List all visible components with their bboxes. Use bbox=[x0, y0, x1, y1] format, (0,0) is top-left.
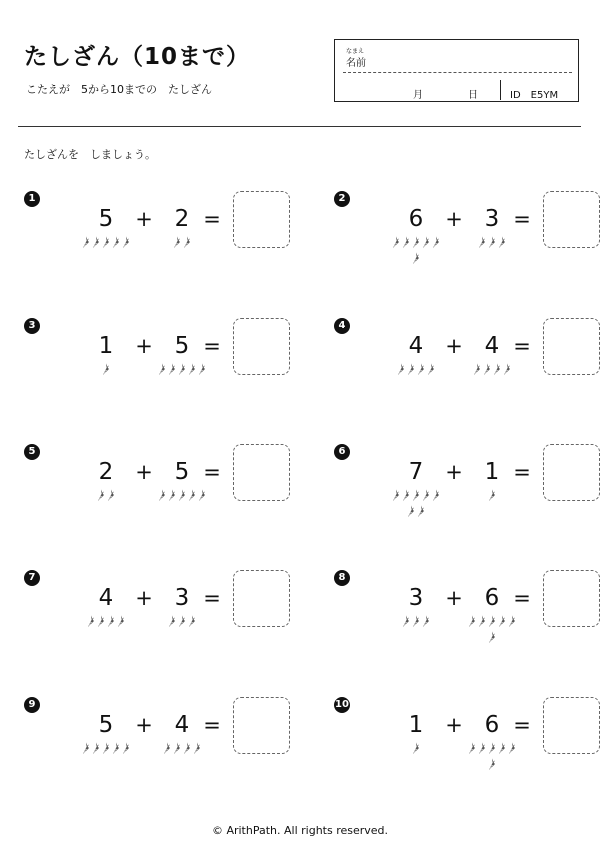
plus-sign: + bbox=[135, 207, 153, 231]
carrot-icon bbox=[487, 234, 497, 248]
carrot-icon bbox=[157, 361, 167, 375]
carrot-icon bbox=[177, 613, 187, 627]
answer-box[interactable] bbox=[233, 191, 290, 248]
carrot-icon bbox=[187, 361, 197, 375]
first-addend: 5 bbox=[98, 712, 114, 738]
carrot-counters bbox=[469, 361, 515, 375]
carrot-counters bbox=[154, 487, 211, 501]
copyright: © ArithPath. All rights reserved. bbox=[211, 824, 389, 837]
carrot-counters bbox=[393, 361, 439, 375]
carrot-icon bbox=[421, 234, 431, 248]
carrot-icon bbox=[177, 361, 187, 375]
equals-sign: = bbox=[513, 207, 531, 231]
carrot-counters bbox=[390, 234, 442, 264]
equals-sign: = bbox=[203, 586, 221, 610]
carrot-icon bbox=[487, 613, 497, 627]
carrot-counters bbox=[165, 613, 200, 627]
carrot-counters bbox=[83, 613, 129, 627]
equals-sign: = bbox=[513, 713, 531, 737]
problem-number: 5 bbox=[24, 444, 40, 460]
second-addend: 3 bbox=[174, 585, 190, 611]
carrot-icon bbox=[391, 234, 401, 248]
problem-2 bbox=[334, 191, 600, 291]
first-addend: 4 bbox=[98, 585, 114, 611]
carrot-icon bbox=[497, 740, 507, 754]
page-subtitle: こたえが 5から10までの たしざん bbox=[26, 83, 212, 96]
second-addend: 5 bbox=[174, 333, 190, 359]
problem-10 bbox=[334, 697, 600, 797]
carrot-icon bbox=[502, 361, 512, 375]
carrot-icon bbox=[406, 361, 416, 375]
carrot-icon bbox=[487, 487, 497, 501]
carrot-icon bbox=[477, 234, 487, 248]
carrot-icon bbox=[401, 234, 411, 248]
name-line bbox=[343, 72, 572, 73]
carrot-counters bbox=[466, 613, 518, 643]
carrot-icon bbox=[116, 613, 126, 627]
second-addend: 2 bbox=[174, 206, 190, 232]
carrot-icon bbox=[91, 234, 101, 248]
carrot-counters bbox=[78, 234, 135, 248]
worksheet-id: ID E5YM bbox=[510, 90, 559, 101]
name-label: 名前 bbox=[346, 58, 366, 69]
carrot-icon bbox=[172, 740, 182, 754]
problem-6 bbox=[334, 444, 600, 544]
problem-7 bbox=[24, 570, 314, 670]
answer-box[interactable] bbox=[543, 570, 600, 627]
carrot-icon bbox=[467, 613, 477, 627]
instruction: たしざんを しましょう。 bbox=[24, 148, 156, 161]
problem-number: 10 bbox=[334, 697, 350, 713]
equals-sign: = bbox=[203, 713, 221, 737]
first-addend: 1 bbox=[408, 712, 424, 738]
equals-sign: = bbox=[513, 586, 531, 610]
carrot-counters bbox=[486, 487, 499, 501]
equals-sign: = bbox=[203, 334, 221, 358]
carrot-icon bbox=[396, 361, 406, 375]
equals-sign: = bbox=[513, 460, 531, 484]
carrot-icon bbox=[431, 234, 441, 248]
first-addend: 6 bbox=[408, 206, 424, 232]
name-ruby: なまえ bbox=[346, 48, 365, 55]
day-label: 日 bbox=[468, 90, 478, 101]
carrot-icon bbox=[482, 361, 492, 375]
carrot-icon bbox=[187, 613, 197, 627]
carrot-icon bbox=[81, 740, 91, 754]
problem-4 bbox=[334, 318, 600, 418]
carrot-icon bbox=[111, 740, 121, 754]
carrot-icon bbox=[91, 740, 101, 754]
carrot-icon bbox=[477, 740, 487, 754]
carrot-counters bbox=[466, 740, 518, 770]
carrot-icon bbox=[507, 740, 517, 754]
answer-box[interactable] bbox=[233, 697, 290, 754]
answer-box[interactable] bbox=[543, 318, 600, 375]
carrot-icon bbox=[167, 613, 177, 627]
problem-1 bbox=[24, 191, 314, 291]
carrot-icon bbox=[487, 756, 497, 770]
carrot-icon bbox=[101, 234, 111, 248]
answer-box[interactable] bbox=[233, 570, 290, 627]
equals-sign: = bbox=[203, 460, 221, 484]
carrot-icon bbox=[431, 487, 441, 501]
carrot-counters bbox=[100, 361, 113, 375]
carrot-icon bbox=[101, 361, 111, 375]
carrot-counters bbox=[390, 487, 442, 517]
carrot-counters bbox=[475, 234, 510, 248]
carrot-icon bbox=[187, 487, 197, 501]
carrot-icon bbox=[487, 629, 497, 643]
carrot-icon bbox=[497, 234, 507, 248]
second-addend: 5 bbox=[174, 459, 190, 485]
carrot-counters bbox=[78, 740, 135, 754]
problem-number: 4 bbox=[334, 318, 350, 334]
carrot-icon bbox=[411, 613, 421, 627]
equals-sign: = bbox=[203, 207, 221, 231]
second-addend: 3 bbox=[484, 206, 500, 232]
month-label: 月 bbox=[413, 90, 423, 101]
problem-number: 8 bbox=[334, 570, 350, 586]
carrot-icon bbox=[472, 361, 482, 375]
answer-box[interactable] bbox=[233, 444, 290, 501]
carrot-icon bbox=[406, 503, 416, 517]
divider bbox=[500, 80, 501, 100]
first-addend: 3 bbox=[408, 585, 424, 611]
plus-sign: + bbox=[445, 207, 463, 231]
problem-number: 7 bbox=[24, 570, 40, 586]
carrot-icon bbox=[426, 361, 436, 375]
problem-number: 2 bbox=[334, 191, 350, 207]
first-addend: 4 bbox=[408, 333, 424, 359]
carrot-icon bbox=[477, 613, 487, 627]
carrot-icon bbox=[177, 487, 187, 501]
answer-box[interactable] bbox=[543, 697, 600, 754]
problem-3 bbox=[24, 318, 314, 418]
first-addend: 5 bbox=[98, 206, 114, 232]
carrot-icon bbox=[81, 234, 91, 248]
problem-8 bbox=[334, 570, 600, 670]
carrot-icon bbox=[197, 487, 207, 501]
header-divider bbox=[18, 126, 581, 127]
carrot-icon bbox=[391, 487, 401, 501]
second-addend: 6 bbox=[484, 585, 500, 611]
carrot-icon bbox=[487, 740, 497, 754]
carrot-icon bbox=[86, 613, 96, 627]
carrot-icon bbox=[167, 487, 177, 501]
carrot-icon bbox=[411, 740, 421, 754]
carrot-counters bbox=[399, 613, 434, 627]
carrot-icon bbox=[157, 487, 167, 501]
carrot-icon bbox=[106, 613, 116, 627]
carrot-icon bbox=[121, 234, 131, 248]
carrot-icon bbox=[197, 361, 207, 375]
carrot-icon bbox=[167, 361, 177, 375]
answer-box[interactable] bbox=[233, 318, 290, 375]
second-addend: 1 bbox=[484, 459, 500, 485]
carrot-icon bbox=[411, 487, 421, 501]
carrot-icon bbox=[507, 613, 517, 627]
page-title: たしざん（10まで） bbox=[24, 44, 251, 70]
carrot-icon bbox=[111, 234, 121, 248]
plus-sign: + bbox=[135, 586, 153, 610]
carrot-counters bbox=[154, 361, 211, 375]
carrot-icon bbox=[416, 503, 426, 517]
carrot-icon bbox=[172, 234, 182, 248]
plus-sign: + bbox=[135, 713, 153, 737]
carrot-icon bbox=[401, 487, 411, 501]
problem-number: 9 bbox=[24, 697, 40, 713]
carrot-icon bbox=[96, 613, 106, 627]
carrot-icon bbox=[416, 361, 426, 375]
carrot-icon bbox=[411, 250, 421, 264]
second-addend: 6 bbox=[484, 712, 500, 738]
carrot-icon bbox=[121, 740, 131, 754]
carrot-counters bbox=[410, 740, 423, 754]
second-addend: 4 bbox=[174, 712, 190, 738]
carrot-icon bbox=[467, 740, 477, 754]
carrot-icon bbox=[421, 613, 431, 627]
carrot-counters bbox=[159, 740, 205, 754]
problem-number: 6 bbox=[334, 444, 350, 460]
carrot-icon bbox=[492, 361, 502, 375]
plus-sign: + bbox=[135, 334, 153, 358]
carrot-icon bbox=[192, 740, 202, 754]
carrot-icon bbox=[497, 613, 507, 627]
plus-sign: + bbox=[445, 334, 463, 358]
name-box bbox=[334, 39, 579, 102]
carrot-counters bbox=[170, 234, 194, 248]
equals-sign: = bbox=[513, 334, 531, 358]
first-addend: 1 bbox=[98, 333, 114, 359]
carrot-icon bbox=[182, 740, 192, 754]
plus-sign: + bbox=[445, 586, 463, 610]
carrot-icon bbox=[106, 487, 116, 501]
carrot-icon bbox=[182, 234, 192, 248]
plus-sign: + bbox=[445, 460, 463, 484]
problem-number: 1 bbox=[24, 191, 40, 207]
second-addend: 4 bbox=[484, 333, 500, 359]
carrot-icon bbox=[96, 487, 106, 501]
carrot-icon bbox=[162, 740, 172, 754]
carrot-counters bbox=[94, 487, 118, 501]
first-addend: 7 bbox=[408, 459, 424, 485]
carrot-icon bbox=[101, 740, 111, 754]
problem-number: 3 bbox=[24, 318, 40, 334]
plus-sign: + bbox=[135, 460, 153, 484]
problem-5 bbox=[24, 444, 314, 544]
answer-box[interactable] bbox=[543, 191, 600, 248]
problem-9 bbox=[24, 697, 314, 797]
carrot-icon bbox=[401, 613, 411, 627]
first-addend: 2 bbox=[98, 459, 114, 485]
answer-box[interactable] bbox=[543, 444, 600, 501]
carrot-icon bbox=[421, 487, 431, 501]
plus-sign: + bbox=[445, 713, 463, 737]
carrot-icon bbox=[411, 234, 421, 248]
